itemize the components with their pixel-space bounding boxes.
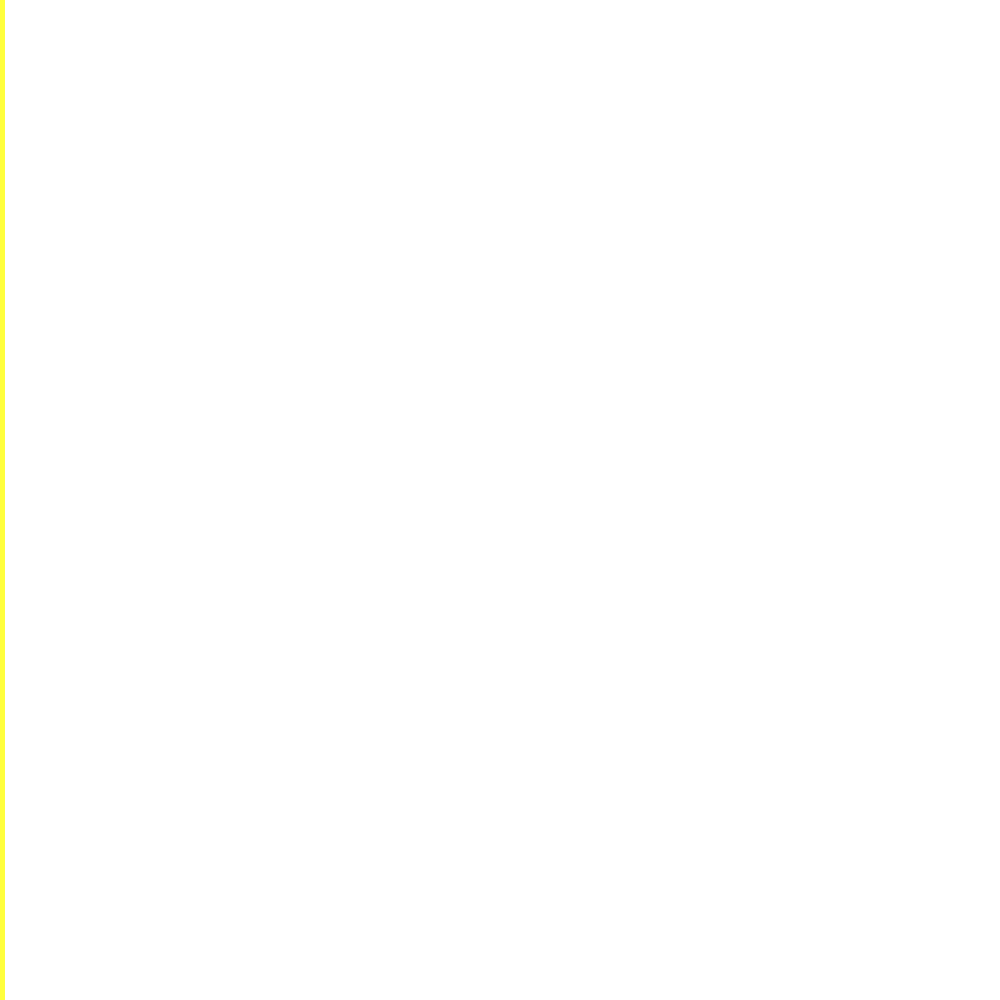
sidebar-nav bbox=[14, 12, 214, 133]
article bbox=[229, 58, 699, 102]
yellow-edge-bar bbox=[0, 0, 5, 1000]
nav-past-issues-group bbox=[14, 100, 214, 111]
nav-heading-past-issues[interactable] bbox=[14, 100, 214, 111]
nav-forthcoming-group bbox=[14, 78, 214, 89]
site-logo[interactable] bbox=[14, 12, 214, 54]
nav-back-and-forth-group bbox=[14, 122, 214, 133]
nav-heading-forthcoming[interactable] bbox=[14, 78, 214, 89]
nav-heading-back-and-forth[interactable] bbox=[14, 122, 214, 133]
